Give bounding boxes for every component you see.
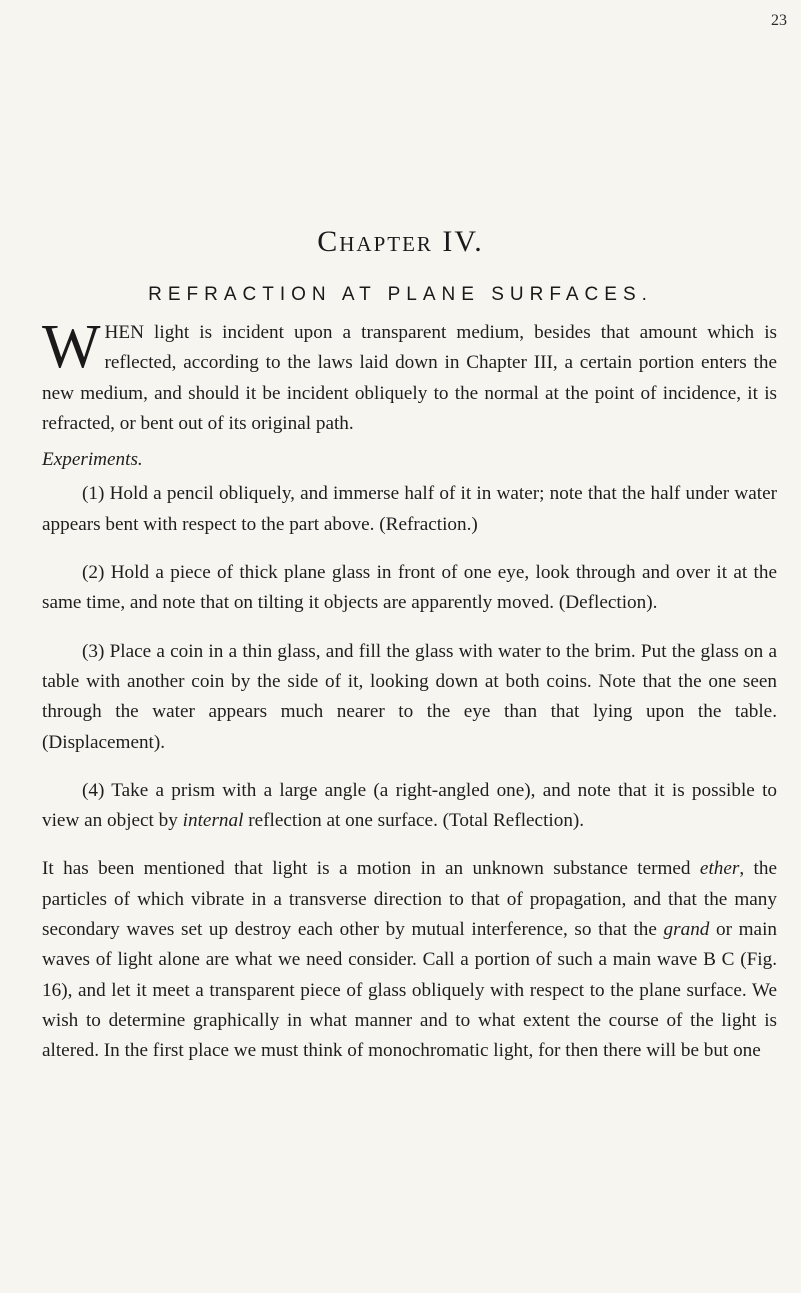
experiment-text: Hold a pencil obliquely, and immerse half of it in water; note that the half under water appears bent with respect to the part above. (Refraction.) (42, 483, 778, 535)
emphasis-internal: internal (182, 810, 244, 832)
experiment-number: (4) (82, 779, 105, 801)
experiment-text: Hold a piece of thick plane glass in front of one eye, look through and over it at the same time, and note that on tilting it objects are apparently moved. (Deflection). (42, 562, 777, 614)
experiment-number: (3) (82, 640, 105, 662)
emphasis-grand: grand (663, 919, 710, 941)
experiment-text-after: reflection at one surface. (Total Reflection). (243, 810, 585, 832)
experiment-text: Place a coin in a thin glass, and fill the glass with water to the brim. Put the glass on a table with another coin by the side of it, looking down at both coins. Note that the one seen through the water appears much nearer to the eye than that lying upon the table. (Displacement). (42, 640, 777, 753)
emphasis-ether: ether (699, 858, 740, 880)
intro-text: HEN light is incident upon a transparent medium, besides that amount which is reflected, according to the laws laid down in Chapter III, a certain portion enters the new medium, and should it be incident obliquely to the normal at the point of incidence, it is refracted, or bent out of its original path. (42, 322, 777, 434)
experiments-heading: Experiments. (42, 449, 143, 471)
body-text (42, 313, 778, 1067)
experiment-number: (2) (82, 562, 105, 584)
experiment-1 (42, 479, 777, 540)
final-text-2: , the particles of which vibrate in a transverse direction to that of propagation, and that the many secondary waves set up destroy each other by mutual interference, so that the (42, 858, 777, 941)
final-paragraph (42, 854, 777, 1066)
experiment-4 (42, 776, 777, 837)
section-title: REFRACTION AT PLANE SURFACES. (148, 284, 653, 305)
experiment-number: (1) (82, 483, 105, 505)
page-number: 23 (771, 12, 787, 29)
drop-cap: W (42, 313, 101, 381)
final-text-1: It has been mentioned that light is a motion in an unknown substance termed (42, 858, 700, 880)
final-text-3: or main waves of light alone are what we need consider. Call a portion of such a main wave B C (Fig. 16), and let it meet a transparent piece of glass obliquely with respect to the plane surface. We wish to determine graphically in what manner and to what extent the course of the light is altered. In the first place we must think of monochromatic light, for then there will be but one (42, 919, 777, 1062)
experiment-3 (42, 637, 777, 758)
chapter-title: Chapter IV. (317, 225, 484, 258)
intro-paragraph (42, 313, 777, 439)
experiment-text-before: Take a prism with a large angle (a right-angled one), and note that it is possible to view an object by (42, 779, 777, 832)
experiment-2 (42, 558, 777, 619)
